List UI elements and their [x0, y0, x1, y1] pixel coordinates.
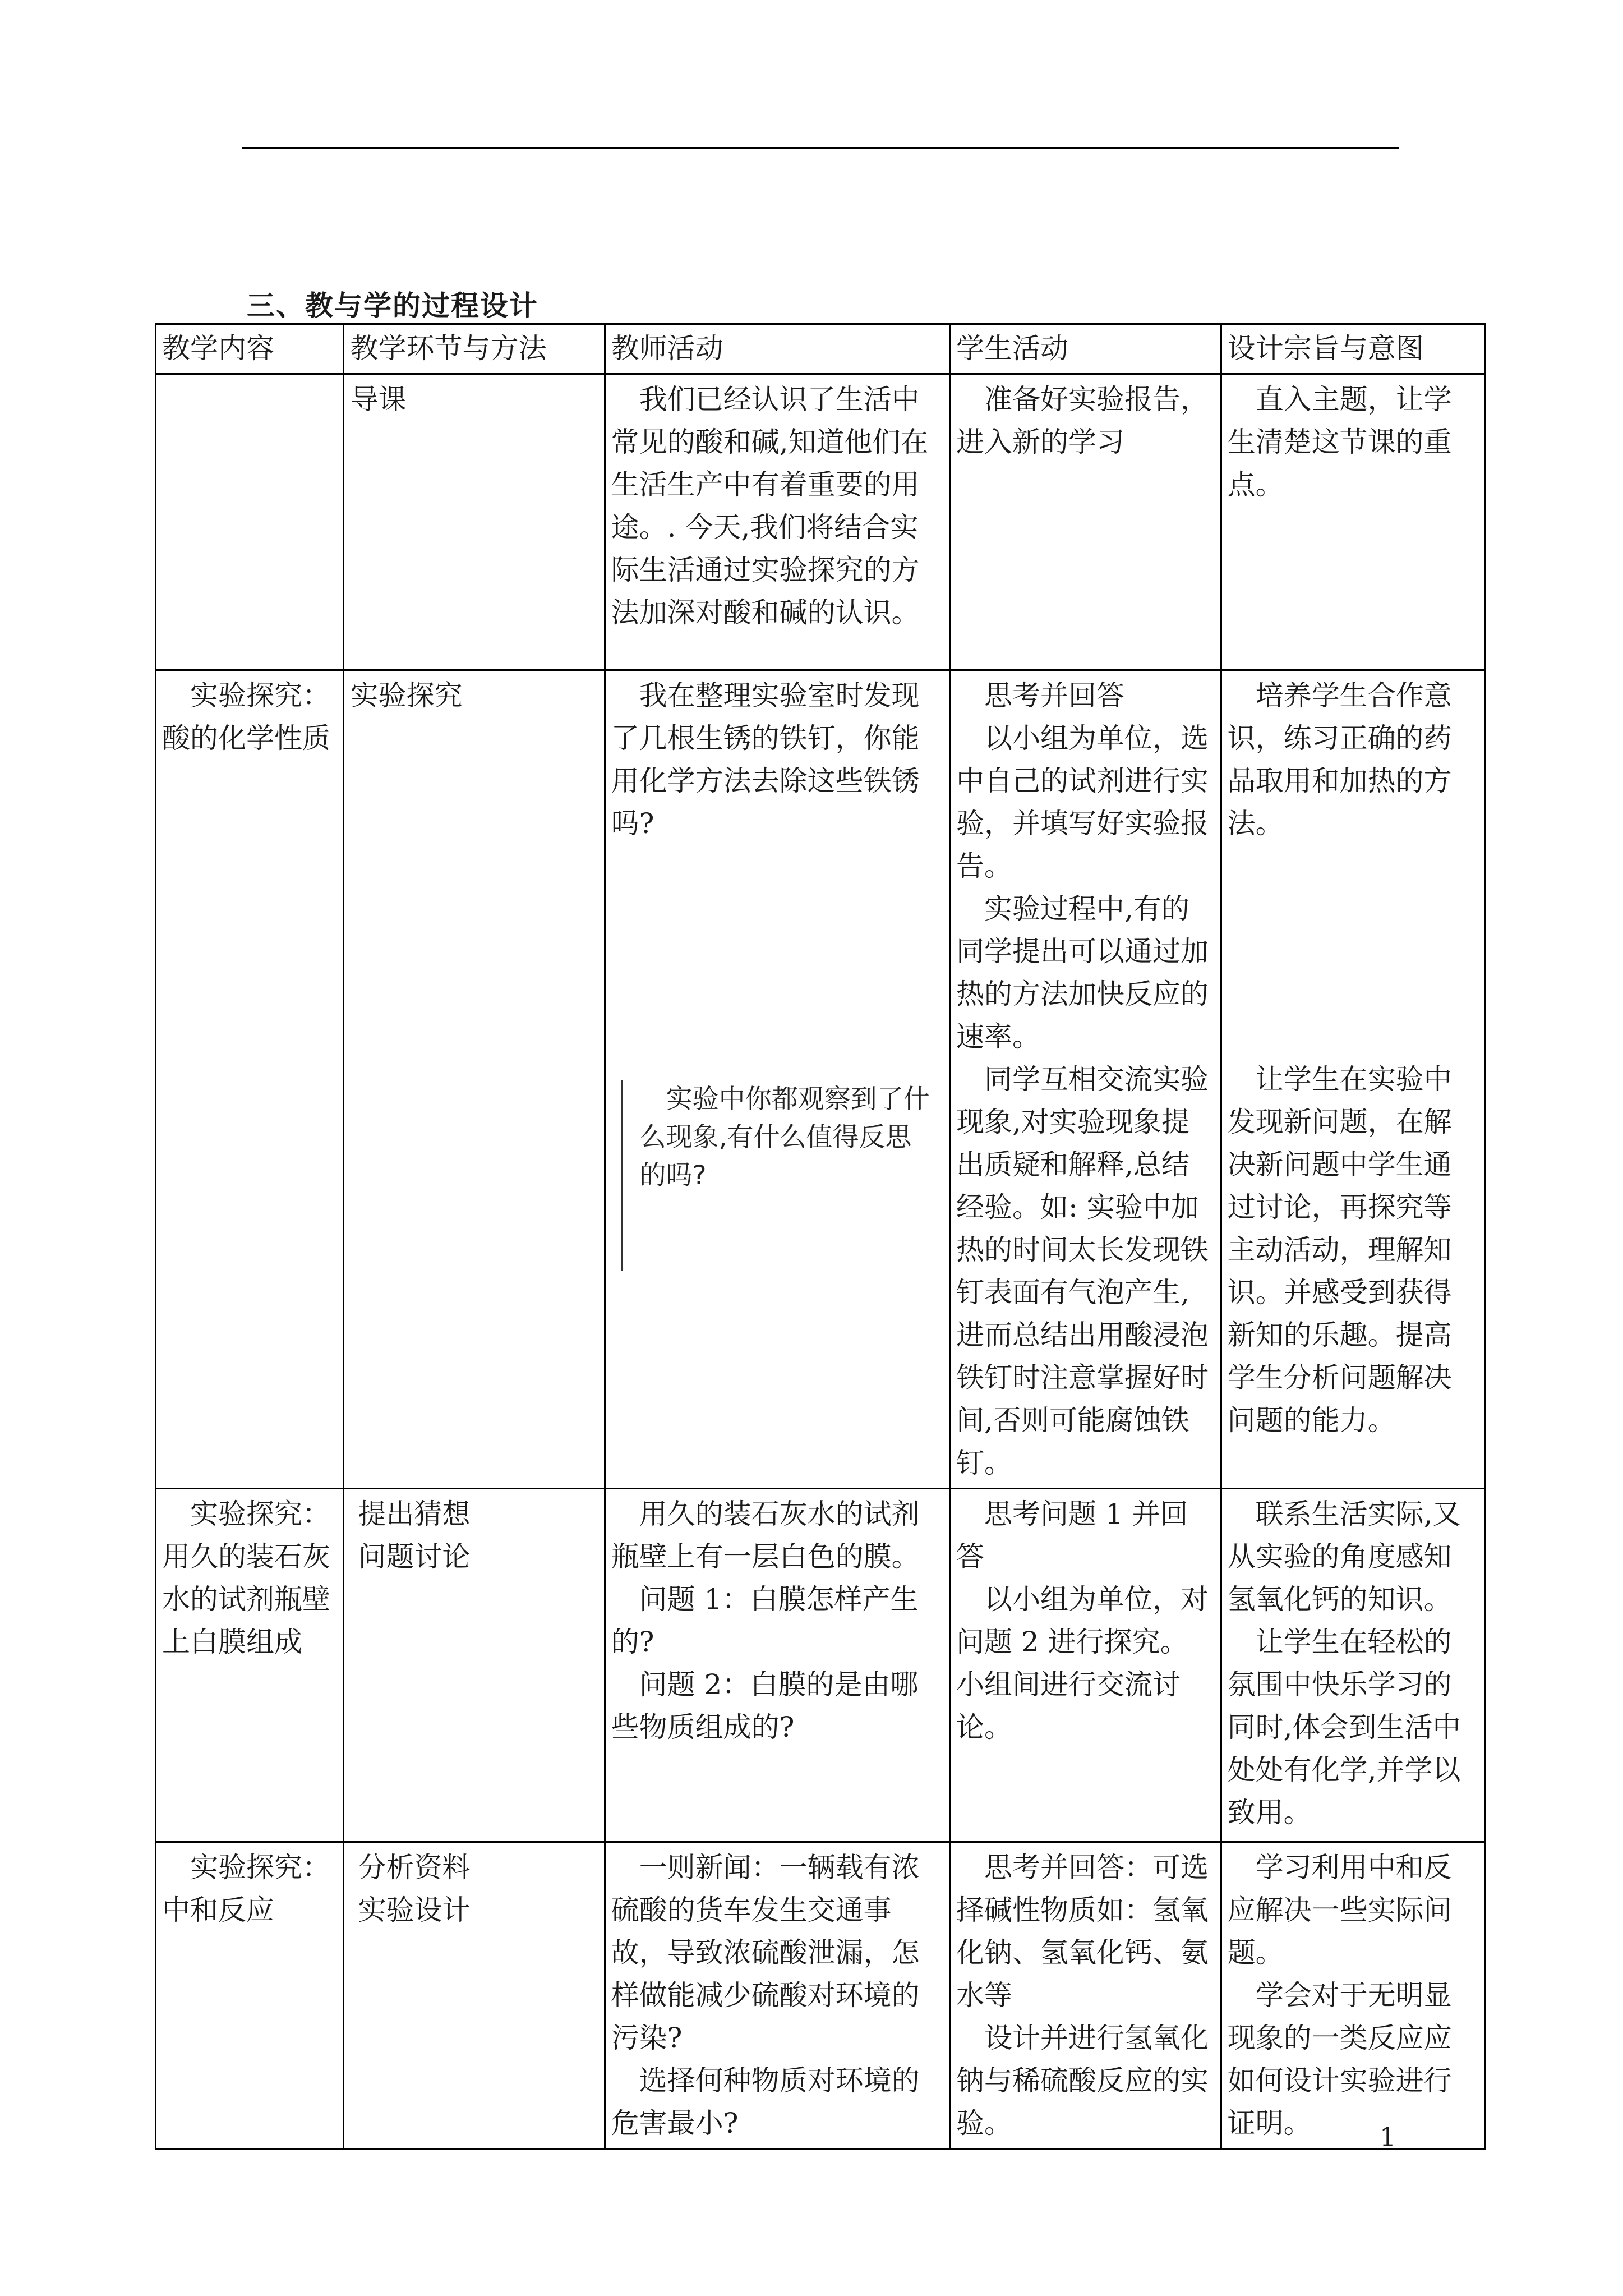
cell-method: 导课	[344, 374, 605, 670]
cell-design-purpose: 直入主题，让学生清楚这节课的重点。	[1221, 374, 1485, 670]
header-rule	[242, 147, 1399, 149]
header-teacher-activity: 教师活动	[605, 324, 949, 374]
header-design-purpose: 设计宗旨与意图	[1221, 324, 1485, 374]
table-row	[156, 1489, 1486, 1842]
cell-content: 实验探究：酸的化学性质	[156, 670, 344, 1489]
cell-content: 实验探究：用久的装石灰水的试剂瓶壁上白膜组成	[156, 1489, 344, 1842]
table-row	[156, 1842, 1486, 2149]
page-number: 1	[1380, 2122, 1396, 2152]
cell-student-activity: 思考并回答：可选择碱性物质如：氢氧化钠、氢氧化钙、氨水等 设计并进行氢氧化钠与稀硫酸反应的实验。	[949, 1842, 1221, 2149]
section-title: 三、教与学的过程设计	[247, 289, 538, 322]
cell-content	[156, 374, 344, 670]
cell-design-purpose: 联系生活实际,又从实验的角度感知氢氧化钙的知识。 让学生在轻松的氛围中快乐学习的同时,体会到生活中处处有化学,并学以致用。	[1221, 1489, 1485, 1842]
cell-method: 分析资料 实验设计	[344, 1842, 605, 2149]
lesson-design-table	[155, 323, 1486, 2150]
cell-teacher-activity: 我们已经认识了生活中常见的酸和碱,知道他们在生活生产中有着重要的用途。. 今天,我们将结合实际生活通过实验探究的方法加深对酸和碱的认识。	[605, 374, 949, 670]
header-method: 教学环节与方法	[344, 324, 605, 374]
cell-design-purpose: 培养学生合作意识，练习正确的药品取用和加热的方法。 让学生在实验中发现新问题，在解决新问题中学生通过讨论，再探究等主动活动，理解知识。并感受到获得新知的乐趣。提高学生分析问题解决问题的能力。	[1221, 670, 1485, 1489]
cell-student-activity: 思考并回答 以小组为单位，选中自己的试剂进行实验，并填写好实验报告。 实验过程中,有的同学提出可以通过加热的方法加快反应的速率。 同学互相交流实验现象,对实验现象提出质疑和解释,总结经验。如: 实验中加热的时间太长发现铁钉表面有气泡产生,进而总结出用酸浸泡铁钉时注意掌握好时间,否则可能腐蚀铁钉。	[949, 670, 1221, 1489]
table-row	[156, 374, 1486, 670]
cell-teacher-activity: 我在整理实验室时发现了几根生锈的铁钉，你能用化学方法去除这些铁锈吗? 实验中你都观察到了什么现象,有什么值得反思的吗?	[605, 670, 949, 1489]
cell-teacher-activity: 用久的装石灰水的试剂瓶壁上有一层白色的膜。 问题 1：白膜怎样产生的? 问题 2：白膜的是由哪些物质组成的?	[605, 1489, 949, 1842]
table-row	[156, 670, 1486, 1489]
cell-method: 提出猜想 问题讨论	[344, 1489, 605, 1842]
header-student-activity: 学生活动	[949, 324, 1221, 374]
cell-student-activity: 思考问题 1 并回答 以小组为单位，对问题 2 进行探究。小组间进行交流讨论。	[949, 1489, 1221, 1842]
table-header-row	[156, 324, 1486, 374]
cell-content: 实验探究：中和反应	[156, 1842, 344, 2149]
cell-method: 实验探究	[344, 670, 605, 1489]
cell-student-activity: 准备好实验报告，进入新的学习	[949, 374, 1221, 670]
header-content: 教学内容	[156, 324, 344, 374]
cell-design-purpose: 学习利用中和反应解决一些实际问题。 学会对于无明显现象的一类反应应如何设计实验进行证明。	[1221, 1842, 1485, 2149]
cell-teacher-activity: 一则新闻：一辆载有浓硫酸的货车发生交通事故，导致浓硫酸泄漏，怎样做能减少硫酸对环境的污染? 选择何种物质对环境的危害最小?	[605, 1842, 949, 2149]
teacher-question-callout: 实验中你都观察到了什么现象,有什么值得反思的吗?	[621, 1080, 943, 1271]
